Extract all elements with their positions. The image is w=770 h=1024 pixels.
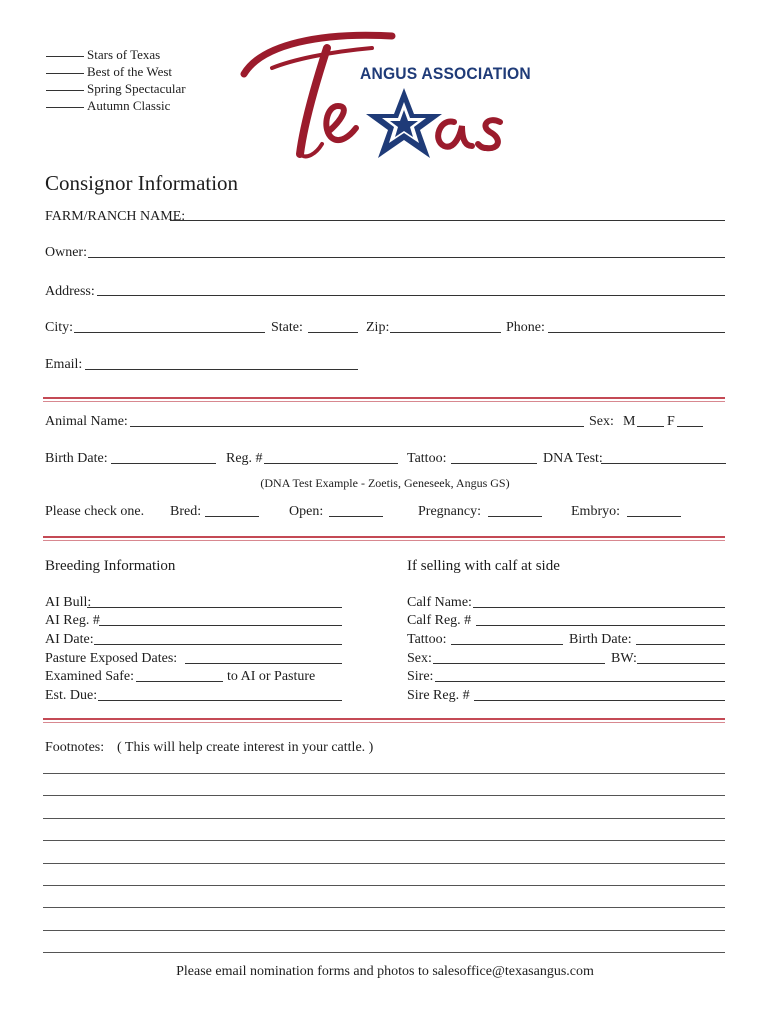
section-divider	[43, 397, 725, 399]
city-field[interactable]	[74, 332, 265, 333]
calf-reg-label: Calf Reg. #	[407, 613, 472, 628]
farm-ranch-label: FARM/RANCH NAME:	[45, 209, 186, 224]
phone-field[interactable]	[548, 332, 725, 333]
calf-sire-label: Sire:	[407, 669, 434, 684]
calf-sex-field[interactable]	[433, 663, 605, 664]
pregnancy-label: Pregnancy:	[418, 504, 481, 519]
dna-test-field[interactable]	[601, 463, 726, 464]
calf-name-label: Calf Name:	[407, 595, 472, 610]
open-field[interactable]	[329, 516, 383, 517]
embryo-label: Embryo:	[571, 504, 620, 519]
reg-field[interactable]	[264, 463, 398, 464]
consignor-heading: Consignor Information	[45, 171, 239, 195]
section-divider	[43, 718, 725, 720]
ai-bull-field[interactable]	[87, 607, 342, 608]
tattoo-label: Tattoo:	[407, 451, 447, 466]
owner-field[interactable]	[88, 257, 725, 258]
open-label: Open:	[289, 504, 324, 519]
texas-angus-logo	[232, 22, 531, 172]
event-stars-of-texas[interactable]	[46, 46, 160, 63]
animal-name-label: Animal Name:	[45, 414, 128, 429]
bred-label: Bred:	[170, 504, 202, 519]
calf-heading: If selling with calf at side	[407, 558, 560, 574]
dna-example-note: (DNA Test Example - Zoetis, Geneseek, Angus GS)	[260, 476, 510, 490]
calf-bw-field[interactable]	[637, 663, 725, 664]
state-label: State:	[271, 320, 303, 335]
event-label: Spring Spectacular	[87, 81, 186, 96]
ai-or-pasture-text: to AI or Pasture	[227, 669, 316, 684]
footnotes-hint: ( This will help create interest in your cattle. )	[117, 740, 374, 755]
email-label: Email:	[45, 357, 83, 372]
calf-birth-date-label: Birth Date:	[569, 632, 632, 647]
city-label: City:	[45, 320, 74, 335]
footnote-line[interactable]	[43, 885, 725, 886]
calf-sire-reg-field[interactable]	[474, 700, 725, 701]
logo-association-text: ANGUS ASSOCIATION	[360, 64, 531, 83]
embryo-field[interactable]	[627, 516, 681, 517]
zip-field[interactable]	[390, 332, 501, 333]
footnote-line[interactable]	[43, 840, 725, 841]
ai-date-label: AI Date:	[45, 632, 94, 647]
est-due-label: Est. Due:	[45, 688, 98, 703]
event-label: Autumn Classic	[87, 98, 171, 113]
event-checkbox-line[interactable]	[46, 90, 84, 91]
footnote-line[interactable]	[43, 930, 725, 931]
phone-label: Phone:	[506, 320, 545, 335]
calf-tattoo-field[interactable]	[451, 644, 563, 645]
event-spring-spectacular[interactable]	[46, 80, 186, 97]
reg-label: Reg. #	[226, 451, 263, 466]
calf-birth-date-field[interactable]	[636, 644, 725, 645]
calf-tattoo-label: Tattoo:	[407, 632, 447, 647]
animal-name-field[interactable]	[130, 426, 584, 427]
event-label: Best of the West	[87, 64, 173, 79]
pregnancy-field[interactable]	[488, 516, 542, 517]
sex-f-field[interactable]	[677, 426, 703, 427]
footnote-line[interactable]	[43, 952, 725, 953]
calf-sex-label: Sex:	[407, 651, 432, 666]
footnote-line[interactable]	[43, 863, 725, 864]
calf-reg-field[interactable]	[476, 625, 725, 626]
birth-date-label: Birth Date:	[45, 451, 108, 466]
ai-date-field[interactable]	[94, 644, 342, 645]
logo-graphic	[232, 22, 522, 172]
ai-reg-field[interactable]	[99, 625, 342, 626]
event-best-of-the-west[interactable]	[46, 63, 172, 80]
birth-date-field[interactable]	[111, 463, 216, 464]
email-field[interactable]	[85, 369, 358, 370]
zip-label: Zip:	[366, 320, 390, 335]
state-field[interactable]	[308, 332, 358, 333]
calf-name-field[interactable]	[473, 607, 725, 608]
footnote-line[interactable]	[43, 795, 725, 796]
sex-f-label: F	[667, 414, 675, 429]
event-autumn-classic[interactable]	[46, 97, 170, 114]
calf-sire-reg-label: Sire Reg. #	[407, 688, 470, 703]
pasture-dates-label: Pasture Exposed Dates:	[45, 651, 178, 666]
footer-email-note: Please email nomination forms and photos to salesoffice@texasangus.com	[176, 964, 594, 979]
footnote-line[interactable]	[43, 818, 725, 819]
address-field[interactable]	[97, 295, 725, 296]
event-checkbox-line[interactable]	[46, 73, 84, 74]
calf-bw-label: BW:	[611, 651, 637, 666]
pasture-dates-field[interactable]	[185, 663, 342, 664]
bred-field[interactable]	[205, 516, 259, 517]
address-label: Address:	[45, 284, 95, 299]
check-one-label: Please check one.	[45, 504, 145, 519]
examined-safe-field[interactable]	[136, 681, 223, 682]
event-label: Stars of Texas	[87, 47, 161, 62]
footnote-line[interactable]	[43, 773, 725, 774]
footnotes-label: Footnotes:	[45, 740, 105, 755]
event-checkbox-line[interactable]	[46, 107, 84, 108]
ai-bull-label: AI Bull:	[45, 595, 92, 610]
est-due-field[interactable]	[98, 700, 342, 701]
sex-label: Sex:	[589, 414, 614, 429]
sex-m-label: M	[623, 414, 636, 429]
breeding-heading: Breeding Information	[45, 558, 176, 574]
calf-sire-field[interactable]	[435, 681, 725, 682]
dna-test-label: DNA Test:	[543, 451, 603, 466]
section-divider	[43, 536, 725, 538]
event-checkbox-line[interactable]	[46, 56, 84, 57]
farm-ranch-field[interactable]	[170, 220, 725, 221]
owner-label: Owner:	[45, 245, 87, 260]
examined-safe-label: Examined Safe:	[45, 669, 135, 684]
ai-reg-label: AI Reg. #	[45, 613, 100, 628]
sex-m-field[interactable]	[637, 426, 664, 427]
tattoo-field[interactable]	[451, 463, 537, 464]
footnote-line[interactable]	[43, 907, 725, 908]
